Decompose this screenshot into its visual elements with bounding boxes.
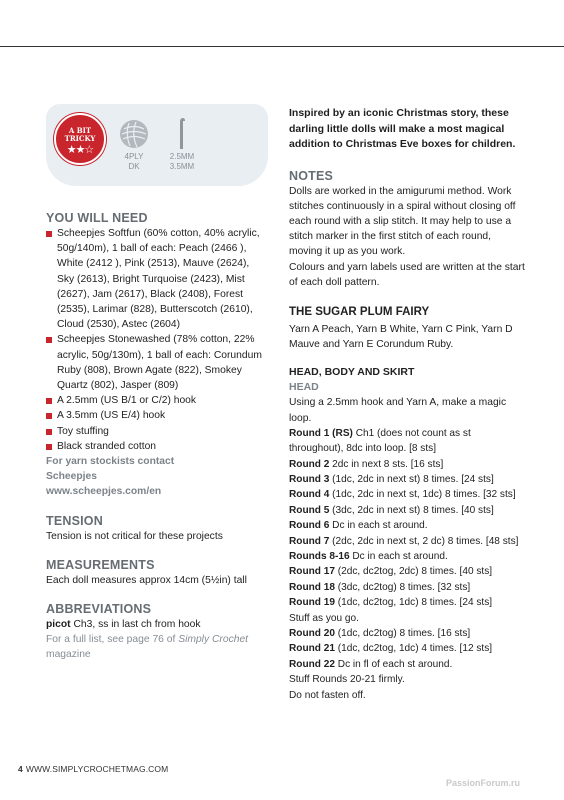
round-text: (1dc, dc2tog) 8 times. [16 sts]: [334, 628, 471, 640]
round-label: Round 18: [289, 581, 335, 593]
round-label: Round 7: [289, 535, 330, 547]
pattern-title: THE SUGAR PLUM FAIRY: [289, 305, 430, 318]
section-heading: HEAD, BODY AND SKIRT: [289, 366, 415, 379]
hook-size-large: 3.5MM: [169, 162, 195, 171]
yarn-stockists: [46, 454, 268, 500]
materials-item-softfun: Scheepjes Softfun (60% cotton, 40% acrylic, 50g/140m), 1 ball of each: Peach (2466 ), White (2412 ), Pink (2513), Mauve (2624), Sky (2613), Bright Turquoise (2423), Mist (2627), Jam (2617), Black (2408), Forest (2535), Larimar (828), Butterscotch (2610), Cloud (2530), Astec (2604): [46, 226, 268, 332]
magazine-name: Simply Crochet: [178, 634, 249, 646]
hook-size-small: 2.5MM: [169, 152, 195, 161]
round-label: Round 21: [289, 643, 335, 655]
round-line: [289, 595, 525, 610]
difficulty-badge: [54, 113, 106, 165]
round-text: Ch1 (does not count as st: [352, 427, 471, 439]
notes-paragraph-1: Dolls are worked in the amigurumi method. Work stitches continuously in a spiral without closing off each round with a slip stitch. It may help to use a stitch marker in the first stitch of each round, moving it up as you work.: [289, 185, 516, 258]
top-rule: [0, 46, 564, 47]
stockists-link[interactable]: www.scheepjes.com/en: [46, 486, 162, 498]
you-will-need-heading: YOU WILL NEED: [46, 211, 148, 225]
round-text: (2dc, 2dc in next st, 2 dc) 8 times. [48 sts]: [329, 535, 519, 547]
materials-item-hook-large: A 3.5mm (US E/4) hook: [46, 408, 268, 423]
round-label: Round 22: [289, 658, 335, 670]
tension-heading: TENSION: [46, 513, 103, 528]
left-column: [46, 104, 268, 663]
round-text: Dc in fl of each st around.: [334, 658, 453, 670]
measurements-text: Each doll measures approx 14cm (5½in) tall: [46, 574, 247, 586]
head-intro: Using a 2.5mm hook and Yarn A, make a magic loop.: [289, 397, 507, 424]
materials-list: [46, 226, 268, 454]
round-label: Round 1 (RS): [289, 427, 353, 439]
intro-text: Inspired by an iconic Christmas story, these darling little dolls will make a most magical addition to Christmas Eve boxes for children.: [289, 107, 516, 150]
round-label: Round 20: [289, 628, 335, 640]
yarn-weight-secondary: DK: [128, 162, 140, 171]
round-text: Do not fasten off.: [289, 689, 366, 701]
materials-item-hook-small: A 2.5mm (US B/1 or C/2) hook: [46, 393, 268, 408]
measurements-heading: MEASUREMENTS: [46, 557, 155, 572]
footer-site-link[interactable]: WWW.SIMPLYCROCHETMAG.COM: [25, 764, 169, 774]
round-text: (1dc, dc2tog, 1dc) 4 times. [12 sts]: [334, 643, 493, 655]
round-text: 2dc in next 8 sts. [16 sts]: [329, 458, 444, 470]
difficulty-info-card: [46, 104, 268, 186]
full-list-note: [46, 632, 268, 662]
round-line: [289, 441, 525, 456]
round-line: [289, 611, 525, 626]
round-label: Round 17: [289, 566, 335, 578]
round-text: Stuff as you go.: [289, 612, 359, 624]
round-text: Dc in each st around.: [349, 550, 448, 562]
round-line: [289, 688, 525, 703]
pattern-yarns: Yarn A Peach, Yarn B White, Yarn C Pink, Yarn D Mauve and Yarn E Corundum Ruby.: [289, 323, 513, 351]
round-line: [289, 580, 525, 595]
round-text: (3dc, dc2tog) 8 times. [32 sts]: [334, 581, 471, 593]
rounds-list: [289, 426, 525, 703]
round-label: Round 3: [289, 473, 330, 485]
round-line: [289, 518, 525, 533]
abbreviation-picot: [46, 617, 268, 632]
round-text: Stuff Rounds 20-21 firmly.: [289, 674, 405, 686]
stockists-line-1: For yarn stockists contact: [46, 456, 175, 468]
abbreviation-definition: Ch3, ss in last ch from hook: [70, 619, 201, 631]
round-line: [289, 503, 525, 518]
round-line: [289, 626, 525, 641]
round-text: Dc in each st around.: [329, 520, 428, 532]
round-text: (1dc, 2dc in next st) 8 times. [24 sts]: [329, 473, 494, 485]
abbreviations-heading: ABBREVIATIONS: [46, 602, 152, 617]
round-line: [289, 672, 525, 687]
notes-heading: NOTES: [289, 168, 334, 183]
round-label: Round 6: [289, 520, 330, 532]
tension-text: Tension is not critical for these projects: [46, 530, 223, 542]
round-label: Round 19: [289, 597, 335, 609]
crochet-hook-icon: [176, 116, 188, 155]
round-label: Rounds 8-16: [289, 550, 350, 562]
round-line: [289, 564, 525, 579]
round-line: [289, 641, 525, 656]
notes-paragraph-2: Colours and yarn labels used are written at the start of each doll pattern.: [289, 261, 525, 288]
round-text: (3dc, 2dc in next st) 8 times. [40 sts]: [329, 504, 494, 516]
page-number: 4: [18, 764, 23, 774]
round-line: [289, 426, 525, 441]
watermark: PassionForum.ru: [446, 778, 521, 788]
round-line: [289, 472, 525, 487]
page-footer: [18, 764, 168, 774]
abbreviation-term: picot: [46, 619, 71, 631]
yarn-ball-icon: [120, 120, 148, 148]
round-text: throughout), 8dc into loop. [8 sts]: [289, 443, 437, 455]
round-text: (1dc, 2dc in next st, 1dc) 8 times. [32 sts]: [329, 489, 516, 501]
round-label: Round 4: [289, 489, 330, 501]
materials-item-stuffing: Toy stuffing: [46, 424, 268, 439]
round-text: (2dc, dc2tog, 2dc) 8 times. [40 sts]: [334, 566, 493, 578]
round-line: [289, 549, 525, 564]
round-line: [289, 657, 525, 672]
right-column: [289, 106, 525, 703]
round-label: Round 2: [289, 458, 330, 470]
difficulty-stars: ★★☆: [66, 144, 94, 156]
hook-sizes: [164, 152, 200, 172]
full-list-suffix: magazine: [46, 649, 91, 661]
round-line: [289, 534, 525, 549]
yarn-weight: [116, 152, 152, 172]
stockists-line-2: Scheepjes: [46, 471, 97, 483]
round-line: [289, 487, 525, 502]
yarn-weight-primary: 4PLY: [124, 152, 144, 161]
round-line: [289, 457, 525, 472]
materials-item-stonewashed: Scheepjes Stonewashed (78% cotton, 22% acrylic, 50g/130m), 1 ball of each: Corundum Ruby (808), Brown Agate (822), Smokey Quartz (802), Jasper (809): [46, 332, 268, 393]
round-label: Round 5: [289, 504, 330, 516]
head-heading: HEAD: [289, 381, 319, 394]
full-list-prefix: For a full list, see page 76 of: [46, 634, 179, 646]
materials-item-cotton: Black stranded cotton: [46, 439, 268, 454]
difficulty-badge-text: A BIT TRICKY: [64, 126, 96, 143]
round-text: (1dc, dc2tog, 1dc) 8 times. [24 sts]: [334, 597, 493, 609]
